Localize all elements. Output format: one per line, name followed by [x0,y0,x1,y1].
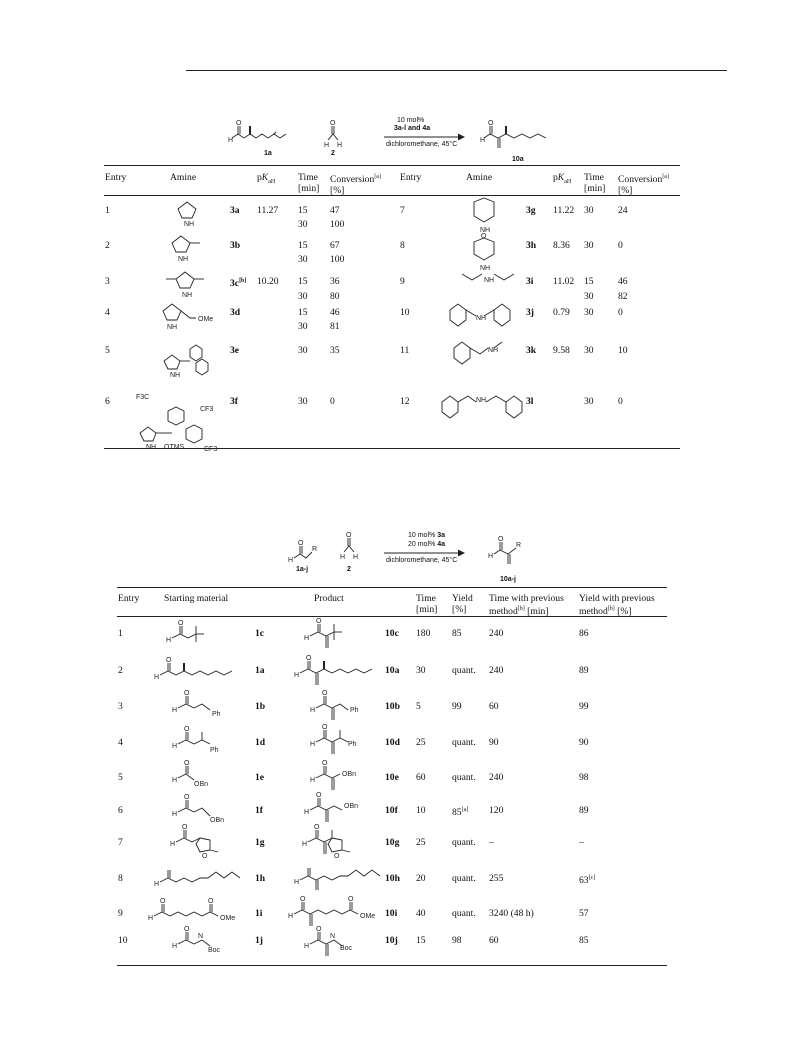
svg-text:H: H [172,743,178,750]
svg-text:O: O [322,760,328,767]
t2-sm-id: 1d [255,737,266,748]
svg-text:NH: NH [488,347,499,354]
t1-time: 15 [298,276,308,287]
t2-time-prev: 90 [489,737,499,748]
label-2: 2 [331,150,335,157]
t2-header-entry: Entry [118,593,140,604]
svg-text:O: O [184,760,190,767]
t1-amine-id: 3h [526,240,537,251]
t1-header-entry: Entry [105,172,127,183]
t1-time: 30 [584,396,594,407]
t1-amine-id: 3b [230,240,241,251]
t1-conversion: 46 [618,276,628,287]
svg-text:R: R [312,546,318,553]
label-10a: 10a [512,156,524,163]
t1-pka: 11.27 [257,205,279,216]
svg-text:H: H [172,811,178,818]
scheme-reagents-1: 10 mol% [397,117,425,124]
t1-entry: 6 [105,396,110,407]
t2-time-prev: 255 [489,873,504,884]
svg-text:O: O [322,724,328,731]
t1-time: 30 [298,321,308,332]
svg-text:H: H [288,557,294,564]
t1-entry: 10 [400,307,410,318]
t2-prod-id: 10h [385,873,400,884]
t1-header-amine-right: Amine [466,172,493,183]
t2-header-product: Product [314,593,344,604]
dimethylpyrrolidine-structure [160,270,210,298]
methoxymethylpyrrolidine-structure [160,302,230,332]
t1-amine-id: 3k [526,345,537,356]
t1-time: 30 [298,254,308,265]
t1-conversion: 0 [618,307,623,318]
t2-yield: 99 [452,701,462,712]
svg-text:O: O [184,726,190,733]
t1-time: 30 [298,396,308,407]
svg-text:NH: NH [182,292,193,299]
t2-sm-id: 1c [255,628,265,639]
t1-header-conversion-right: Conversion[a] [%] [618,174,669,197]
t2-time-prev: 240 [489,665,504,676]
svg-text:O: O [498,536,504,543]
t1-pka: 11.22 [553,205,575,216]
svg-text:O: O [202,853,208,860]
t1-entry: 5 [105,345,110,356]
sm-1d-structure [168,724,228,754]
sm-1h-structure [150,856,250,892]
t2-yield-prev: 90 [579,737,589,748]
svg-text:H: H [337,142,343,149]
svg-text:O: O [184,926,190,933]
svg-text:H: H [310,741,316,748]
svg-text:H: H [310,707,316,714]
t1-time: 15 [298,240,308,251]
svg-text:OBn: OBn [194,781,209,788]
svg-text:NH: NH [480,265,491,272]
t1-conversion: 80 [330,291,340,302]
t2-yield-prev: 99 [579,701,589,712]
t1-conversion: 35 [330,345,340,356]
svg-text:CF3: CF3 [204,446,218,453]
scheme2-reagents-1: 10 mol% 3a [408,532,445,539]
t1-time: 15 [298,307,308,318]
table1-top-rule [104,165,680,166]
svg-text:O: O [178,620,184,627]
label-2b: 2 [347,566,351,573]
svg-text:H: H [480,137,486,144]
t2-entry: 4 [118,737,123,748]
svg-text:NH: NH [170,372,181,379]
t1-pka: 10.20 [257,276,279,287]
t2-sm-id: 1a [255,665,265,676]
t2-yield-prev: 86 [579,628,589,639]
t1-header-amine: Amine [170,172,197,183]
svg-text:O: O [330,120,336,127]
t1-conversion: 67 [330,240,340,251]
t1-entry: 8 [400,240,405,251]
svg-text:Boc: Boc [340,945,353,952]
t2-sm-id: 1g [255,837,265,848]
diphenylprolinol-structure [164,335,234,377]
t1-header-pka: $pK_{aH}$ [257,172,276,185]
t2-yield: quant. [452,772,476,783]
t1-entry: 7 [400,205,405,216]
prod-10d-structure [306,722,376,758]
scheme-conditions: dichloromethane, 45°C [386,141,458,148]
t1-conversion: 81 [330,321,340,332]
t2-yield: 85 [452,628,462,639]
t1-conversion: 46 [330,307,340,318]
svg-text:O: O [236,120,242,127]
bis-cf3-prolinol-structure [136,393,226,451]
t1-conversion: 47 [330,205,340,216]
t1-amine-id: 3d [230,307,241,318]
svg-text:O: O [316,926,322,933]
scheme-reagents-2: 3a-l and 4a [394,125,431,132]
t2-prod-id: 10c [385,628,399,639]
t2-prod-id: 10f [385,805,398,816]
t1-time: 30 [298,345,308,356]
t1-amine-id: 3e [230,345,240,356]
svg-text:OTMS: OTMS [164,444,185,451]
t1-time: 30 [584,345,594,356]
table2-scheme-product [486,532,526,572]
sm-1b-structure [168,688,228,718]
t2-header-starting-material: Starting material [164,593,229,604]
prod-10f-structure [300,790,380,826]
svg-text:H: H [172,777,178,784]
t2-time: 25 [416,837,426,848]
svg-text:H: H [172,707,178,714]
t2-time: 5 [416,701,421,712]
svg-text:H: H [304,943,310,950]
t2-time: 10 [416,805,426,816]
pyrrolidine-structure [172,200,202,226]
t1-time: 30 [584,205,594,216]
t1-amine-id: 3c[b] [230,278,247,290]
t2-header-time: Time [min] [416,593,438,615]
methylpyrrolidine-structure [166,234,206,262]
t2-time-prev: 3240 (48 h) [489,908,534,919]
sm-1e-structure [168,758,228,788]
t2-time-prev: 60 [489,701,499,712]
svg-text:NH: NH [146,444,157,451]
t2-yield-prev: 98 [579,772,589,783]
svg-text:NH: NH [476,397,487,404]
t1-amine-id: 3l [526,396,534,407]
scheme2-reagents-2: 20 mol% 4a [408,541,445,548]
table2-top-rule [117,587,667,588]
t2-sm-id: 1j [255,935,263,946]
sm-1a-structure [150,655,250,683]
svg-text:H: H [170,841,176,848]
table2-scheme-aldehyde [286,536,326,564]
prod-10a-structure [290,653,390,689]
t2-entry: 8 [118,873,123,884]
svg-text:H: H [288,913,294,920]
t2-entry: 10 [118,935,128,946]
t1-entry: 11 [400,345,410,356]
t2-prod-id: 10g [385,837,400,848]
t2-yield-prev: 85 [579,935,589,946]
t1-conversion: 0 [618,396,623,407]
t1-header-conversion: Conversion[a] [%] [330,174,381,197]
dibenzylamine-structure [438,388,528,422]
svg-text:H: H [353,554,359,561]
svg-text:O: O [322,690,328,697]
t2-time: 20 [416,873,426,884]
svg-text:H: H [154,881,160,888]
page-top-rule [186,70,727,71]
t1-conversion: 0 [618,240,623,251]
t2-entry: 3 [118,701,123,712]
sm-1j-structure [168,924,238,954]
t2-prod-id: 10a [385,665,400,676]
svg-text:N: N [330,933,336,940]
t2-yield-prev: 63[c] [579,875,596,887]
t2-yield-prev: 89 [579,665,589,676]
t1-conversion: 10 [618,345,628,356]
reaction-arrow [384,134,468,140]
svg-text:OBn: OBn [344,803,359,810]
t1-conversion: 36 [330,276,340,287]
t1-time: 30 [584,307,594,318]
prod-10h-structure [290,854,390,894]
t1-amine-id: 3f [230,396,238,407]
scheme2-conditions: dichloromethane, 45°C [386,557,458,564]
svg-text:NH: NH [167,324,178,331]
t2-time: 15 [416,935,426,946]
diphenylamine-structure [446,300,526,330]
benzylmethylamine-structure [450,338,520,370]
t2-prod-id: 10e [385,772,399,783]
t1-entry: 4 [105,307,110,318]
svg-text:NH: NH [184,221,195,228]
t2-yield-prev: 57 [579,908,589,919]
morpholine-structure [464,232,504,272]
t2-header-time-previous: Time with previous method[b] [min] [489,593,564,618]
svg-text:O: O [208,898,214,905]
t2-prod-id: 10j [385,935,398,946]
svg-text:Ph: Ph [350,707,359,714]
svg-text:H: H [340,554,346,561]
t1-conversion: 0 [330,396,335,407]
t1-amine-id: 3g [526,205,536,216]
t2-sm-id: 1b [255,701,266,712]
svg-text:Boc: Boc [208,947,221,954]
t2-sm-id: 1i [255,908,263,919]
svg-text:H: H [324,142,330,149]
t2-yield: quant. [452,837,476,848]
t2-sm-id: 1e [255,772,265,783]
svg-text:H: H [294,672,300,679]
t1-conversion: 24 [618,205,628,216]
svg-text:H: H [154,674,160,681]
svg-text:O: O [184,794,190,801]
t2-time-prev: 240 [489,628,504,639]
t2-entry: 7 [118,837,123,848]
svg-text:H: H [148,915,154,922]
prod-10j-structure [300,924,380,960]
t1-pka: 11.02 [553,276,575,287]
t2-prod-id: 10i [385,908,398,919]
prod-10c-structure [300,616,370,652]
sm-1f-structure [168,792,238,824]
svg-text:O: O [316,618,322,625]
svg-text:OBn: OBn [210,817,225,824]
t1-time: 15 [298,205,308,216]
t1-conversion: 82 [618,291,628,302]
svg-text:O: O [182,824,188,831]
t2-time: 60 [416,772,426,783]
t2-header-yield-previous: Yield with previous method[b] [%] [579,593,655,618]
t1-pka: 8.36 [553,240,570,251]
t1-amine-id: 3j [526,307,534,318]
svg-text:Ph: Ph [212,711,221,718]
svg-text:H: H [304,809,310,816]
t1-time: 30 [298,291,308,302]
t2-yield: 85[a] [452,807,469,819]
t1-pka: 0.79 [553,307,570,318]
t1-header-pka-right: $pK_{aH}$ [553,172,572,185]
svg-text:NH: NH [484,277,495,284]
t2-time: 30 [416,665,426,676]
t1-entry: 12 [400,396,410,407]
t2-yield: quant. [452,737,476,748]
t1-amine-id: 3i [526,276,534,287]
t2-time-prev: 120 [489,805,504,816]
svg-text:O: O [314,824,320,831]
t1-pka: 9.58 [553,345,570,356]
svg-text:NH: NH [476,315,487,322]
svg-text:O: O [334,853,340,860]
t2-entry: 6 [118,805,123,816]
t1-amine-id: 3a [230,205,240,216]
prod-10b-structure [306,688,376,724]
svg-text:Ph: Ph [348,741,357,748]
t2-yield: 98 [452,935,462,946]
t2-prod-id: 10b [385,701,400,712]
svg-text:OMe: OMe [220,915,236,922]
t2-yield-prev: 89 [579,805,589,816]
label-10a-j: 10a-j [500,576,516,583]
t2-sm-id: 1f [255,805,263,816]
t2-entry: 2 [118,665,123,676]
svg-text:H: H [294,879,300,886]
t2-prod-id: 10d [385,737,400,748]
t1-entry: 1 [105,205,110,216]
t1-time: 30 [298,219,308,230]
svg-text:H: H [228,137,234,144]
t2-time-prev: 240 [489,772,504,783]
svg-text:F3C: F3C [136,394,150,401]
svg-text:O: O [160,898,166,905]
svg-text:H: H [166,637,172,644]
t1-entry: 2 [105,240,110,251]
svg-text:H: H [302,841,308,848]
t1-header-entry-right: Entry [400,172,422,183]
t1-entry: 3 [105,276,110,287]
table1-header-rule [104,195,680,196]
svg-text:O: O [166,657,172,664]
t1-time: 15 [584,276,594,287]
t1-time: 30 [584,291,594,302]
prod-10e-structure [306,758,376,794]
t2-yield: quant. [452,908,476,919]
svg-text:O: O [298,540,304,547]
table1-scheme-aldehyde-1a [226,116,296,146]
sm-1i-structure [144,896,264,924]
sm-1c-structure [162,618,232,646]
sm-1g-structure [166,822,236,858]
t2-time: 180 [416,628,431,639]
svg-text:O: O [184,690,190,697]
svg-text:O: O [488,120,494,127]
svg-text:O: O [300,896,306,903]
svg-text:Ph: Ph [210,747,219,754]
table1-scheme-formaldehyde [322,122,352,148]
svg-text:O: O [481,233,487,240]
t2-sm-id: 1h [255,873,266,884]
svg-text:CF3: CF3 [200,406,214,413]
diethylamine-structure [458,270,518,300]
t2-entry: 5 [118,772,123,783]
t2-time: 40 [416,908,426,919]
svg-text:NH: NH [178,256,189,263]
t2-time-prev: 60 [489,935,499,946]
t2-time-prev: – [489,837,494,848]
t2-entry: 1 [118,628,123,639]
svg-text:H: H [488,553,494,560]
t1-conversion: 100 [330,254,345,265]
t2-yield: quant. [452,665,476,676]
reaction-arrow-2 [384,550,468,556]
svg-text:H: H [304,635,310,642]
svg-text:O: O [348,896,354,903]
t2-time: 25 [416,737,426,748]
svg-text:H: H [310,777,316,784]
t2-header-yield: Yield [%] [452,593,473,615]
svg-text:OMe: OMe [198,316,214,323]
t1-time: 30 [584,240,594,251]
t2-yield: quant. [452,873,476,884]
t1-header-time-right: Time [min] [584,172,606,194]
svg-text:R: R [516,542,522,549]
t1-entry: 9 [400,276,405,287]
table1-scheme-product-10a [478,116,558,152]
label-1a: 1a [264,150,272,157]
svg-text:H: H [172,943,178,950]
label-1a-j: 1a-j [296,566,309,573]
table2-scheme-formaldehyde [338,534,368,560]
svg-text:NH: NH [480,227,491,234]
svg-text:OMe: OMe [360,913,376,920]
t1-header-time: Time [min] [298,172,320,194]
svg-text:OBn: OBn [342,771,357,778]
t1-conversion: 100 [330,219,345,230]
table2-bottom-rule [117,965,667,966]
svg-text:O: O [316,792,322,799]
t2-yield-prev: – [579,837,584,848]
svg-text:N: N [198,933,204,940]
svg-text:O: O [346,532,352,539]
svg-text:O: O [306,655,312,662]
t2-entry: 9 [118,908,123,919]
